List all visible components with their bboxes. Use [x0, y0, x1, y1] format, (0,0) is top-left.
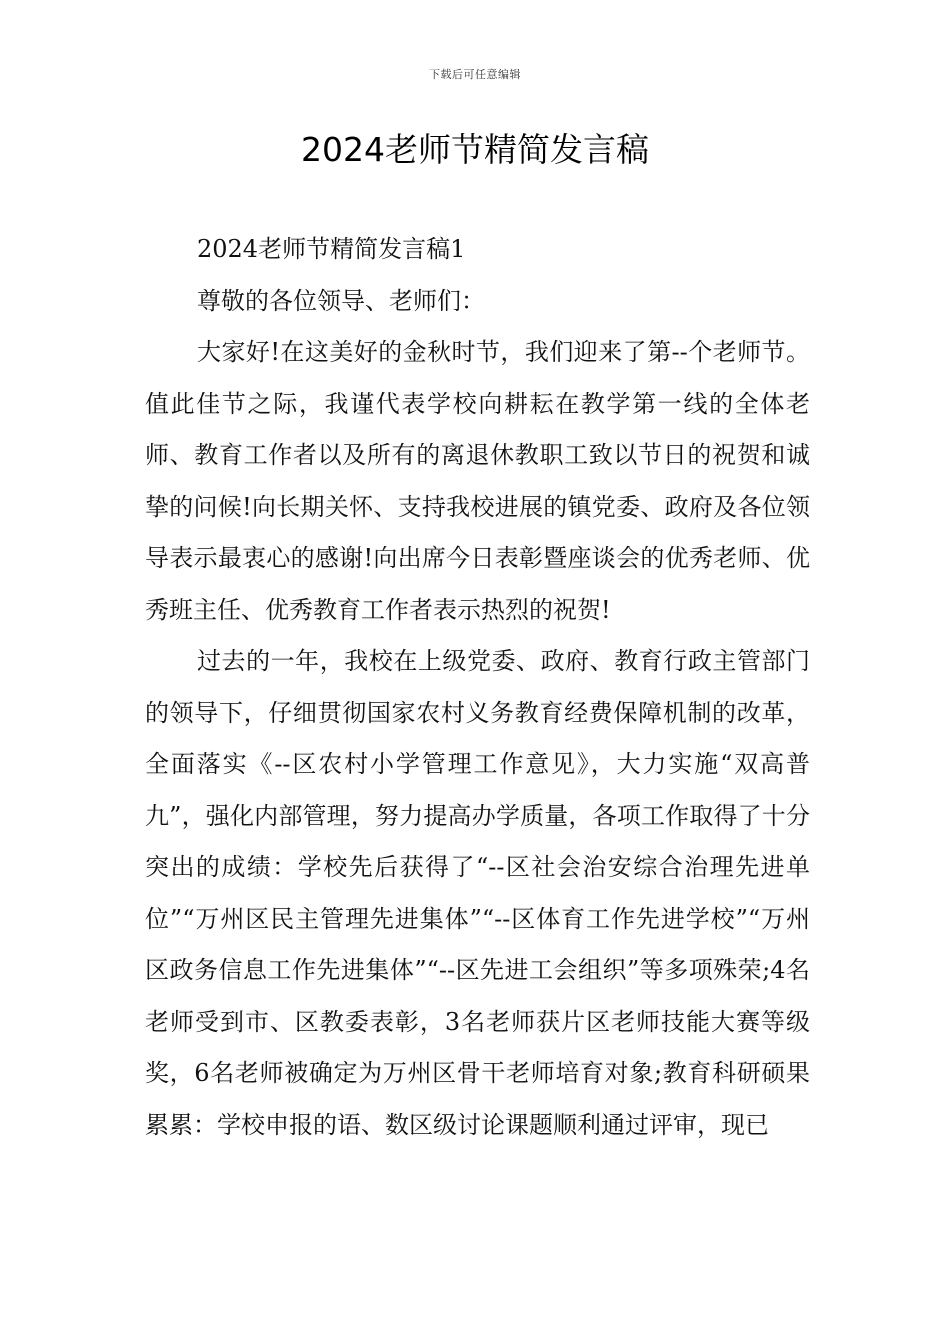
subtitle-paragraph: 2024老师节精简发言稿1: [197, 235, 466, 263]
header-note: 下载后可任意编辑: [429, 68, 521, 81]
document-body: [145, 224, 810, 1151]
document-title: 2024老师节精简发言稿: [301, 130, 649, 169]
achievements-paragraph: 过去的一年，我校在上级党委、政府、教育行政主管部门的领导下，仔细贯彻国家农村义务教育经费保障机制的改革，全面落实《--区农村小学管理工作意见》，大力实施“双高普九”，强化内部管理，努力提高办学质量，各项工作取得了十分突出的成绩：学校先后获得了“--区社会治安综合治理先进单位”“万州区民主管理先进集体”“--区体育工作先进学校”“万州区政务信息工作先进集体”“--区先进工会组织”等多项殊荣;4名老师受到市、区教委表彰，3名老师获片区老师技能大赛等级奖，6名老师被确定为万州区骨干老师培育对象;教育科研硕果累累：学校申报的语、数区级讨论课题顺利通过评审，现已: [145, 647, 810, 1139]
greeting-paragraph: 大家好!在这美好的金秋时节，我们迎来了第--个老师节。值此佳节之际，我谨代表学校向耕耘在教学第一线的全体老师、教育工作者以及所有的离退休教职工致以节日的祝贺和诚挚的问候!向长期关怀、支持我校进展的镇党委、政府及各位领导表示最衷心的感谢!向出席今日表彰暨座谈会的优秀老师、优秀班主任、优秀教育工作者表示热烈的祝贺!: [145, 338, 810, 624]
salutation-paragraph: 尊敬的各位领导、老师们：: [197, 286, 485, 315]
